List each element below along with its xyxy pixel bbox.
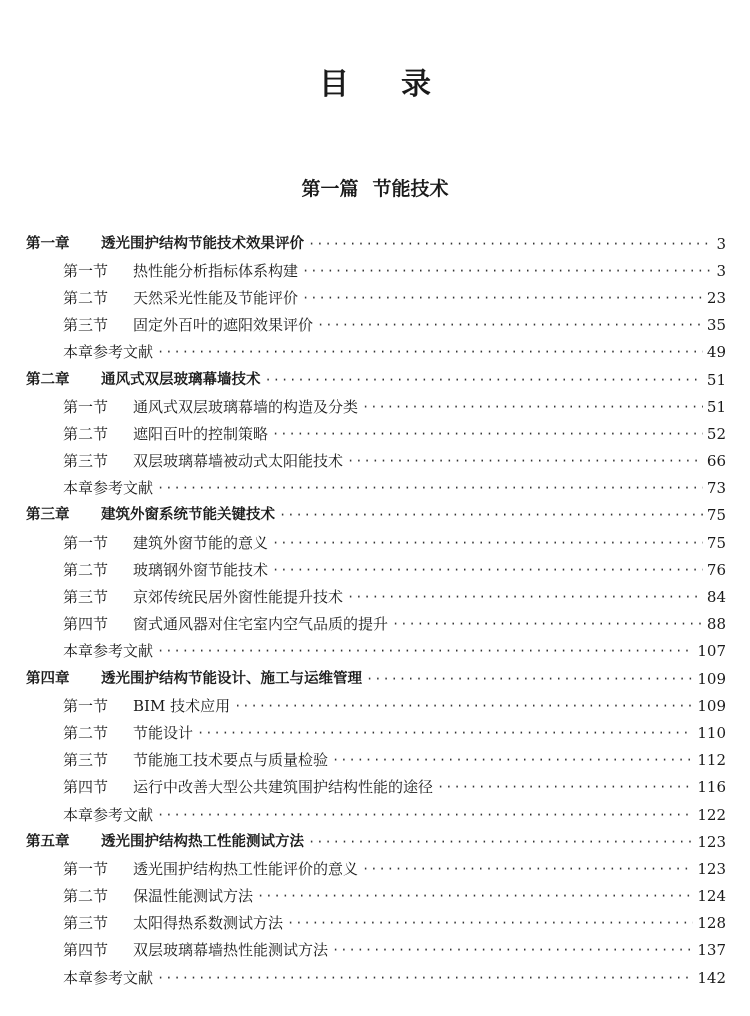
toc-entry-number: 第五章 <box>26 833 70 850</box>
toc-entry-title: 透光围护结构节能技术效果评价 <box>101 235 304 252</box>
toc-page-number: 122 <box>697 805 726 824</box>
toc-section-entry[interactable] <box>0 339 750 366</box>
toc-entry-title: 本章参考文献 <box>63 805 154 824</box>
toc-section-entry[interactable] <box>0 611 750 638</box>
toc-entry-number: 第一章 <box>26 235 70 252</box>
toc-section-entry[interactable] <box>0 855 750 882</box>
toc-page-number: 128 <box>697 914 726 933</box>
toc-entry-title: 本章参考文献 <box>63 642 154 661</box>
dot-leader <box>302 288 703 308</box>
toc-entry-title: 固定外百叶的遮阳效果评价 <box>133 316 314 335</box>
toc-section-entry[interactable] <box>0 393 750 420</box>
dot-leader <box>308 234 712 254</box>
toc-section-entry[interactable] <box>0 774 750 801</box>
toc-entry-title: 透光围护结构热工性能评价的意义 <box>133 859 359 878</box>
toc-section-entry[interactable] <box>0 638 750 665</box>
toc-entry-number: 第二节 <box>63 723 109 742</box>
toc-entry-number: 第三节 <box>63 452 109 471</box>
toc-entry-title: 透光围护结构节能设计、施工与运维管理 <box>101 670 362 687</box>
toc-entry-number: 第四节 <box>63 941 109 960</box>
toc-page-number: 88 <box>706 615 726 634</box>
toc-entry-number: 第三节 <box>63 588 109 607</box>
toc-page-number: 52 <box>706 424 726 443</box>
toc-entry-number: 第二章 <box>26 371 70 388</box>
toc-section-entry[interactable] <box>0 475 750 502</box>
toc-entry-number: 第二节 <box>63 424 109 443</box>
toc-section-entry[interactable] <box>0 964 750 991</box>
dot-leader <box>308 832 693 852</box>
toc-page-number: 76 <box>706 560 726 579</box>
toc-entry-title: 节能施工技术要点与质量检验 <box>133 751 329 770</box>
dot-leader <box>332 750 693 770</box>
toc-section-entry[interactable] <box>0 937 750 964</box>
toc-entry-number: 第三章 <box>26 507 70 524</box>
toc-section-entry[interactable] <box>0 883 750 910</box>
toc-entry-title: 本章参考文献 <box>63 479 154 498</box>
dot-leader <box>437 777 693 797</box>
toc-section-entry[interactable] <box>0 801 750 828</box>
toc-page-number: 51 <box>706 397 726 416</box>
toc-entry-title: 热性能分析指标体系构建 <box>133 261 299 280</box>
toc-entry-title: 建筑外窗系统节能关键技术 <box>101 507 275 524</box>
dot-leader <box>347 451 703 471</box>
dot-leader <box>392 614 703 634</box>
toc-entry-title: 太阳得热系数测试方法 <box>133 914 284 933</box>
toc-entry-title: BIM 技术应用 <box>133 696 231 715</box>
toc-entry-title: 保温性能测试方法 <box>133 887 254 906</box>
dot-leader <box>317 315 703 335</box>
toc-section-entry[interactable] <box>0 747 750 774</box>
toc-page-number: 84 <box>706 588 726 607</box>
dot-leader <box>362 397 703 417</box>
toc-entry-title: 通风式双层玻璃幕墙的构造及分类 <box>133 397 359 416</box>
toc-entry-title: 透光围护结构热工性能测试方法 <box>101 833 304 850</box>
toc-page-number: 66 <box>706 452 726 471</box>
toc-section-entry[interactable] <box>0 529 750 556</box>
toc-chapter-entry[interactable] <box>0 665 750 692</box>
toc-chapter-entry[interactable] <box>0 502 750 529</box>
toc-page-number: 109 <box>697 669 726 688</box>
toc-page-number: 123 <box>697 859 726 878</box>
toc-entry-number: 第二节 <box>63 560 109 579</box>
toc-entry-number: 第一节 <box>63 696 109 715</box>
toc-page-number: 51 <box>706 370 726 389</box>
dot-leader <box>302 261 712 281</box>
toc-section-entry[interactable] <box>0 420 750 447</box>
part-heading <box>0 175 750 203</box>
toc-page-number: 109 <box>697 696 726 715</box>
toc-chapter-entry[interactable] <box>0 828 750 855</box>
dot-leader <box>332 940 693 960</box>
toc-page-number: 112 <box>697 751 726 770</box>
toc-page-number: 75 <box>706 533 726 552</box>
toc-entry-number: 第一节 <box>63 859 109 878</box>
dot-leader <box>272 533 703 553</box>
dot-leader <box>157 968 693 988</box>
dot-leader <box>157 641 693 661</box>
dot-leader <box>362 859 693 879</box>
toc-entry-title: 本章参考文献 <box>63 968 154 987</box>
part-label: 第一篇 <box>301 178 359 200</box>
toc-page-number: 3 <box>716 261 726 280</box>
toc-entry-title: 节能设计 <box>133 723 194 742</box>
dot-leader <box>257 886 693 906</box>
toc-entry-number: 第三节 <box>63 751 109 770</box>
toc-section-entry[interactable] <box>0 257 750 284</box>
toc-page-number: 75 <box>706 506 726 525</box>
toc-entry-title: 双层玻璃幕墙被动式太阳能技术 <box>133 452 344 471</box>
dot-leader <box>272 424 703 444</box>
toc-page-number: 23 <box>706 288 726 307</box>
toc-entry-number: 第三节 <box>63 914 109 933</box>
dot-leader <box>279 505 703 525</box>
toc-entry-title: 通风式双层玻璃幕墙技术 <box>101 371 261 388</box>
dot-leader <box>234 696 693 716</box>
part-name: 节能技术 <box>372 178 449 200</box>
toc-entry-title: 天然采光性能及节能评价 <box>133 288 299 307</box>
dot-leader <box>347 587 703 607</box>
toc-section-entry[interactable] <box>0 719 750 746</box>
dot-leader <box>272 560 703 580</box>
dot-leader <box>287 913 693 933</box>
toc-entry-number: 第一节 <box>63 533 109 552</box>
toc-entry-title: 玻璃钢外窗节能技术 <box>133 560 269 579</box>
toc-entry-number: 第一节 <box>63 261 109 280</box>
page-title: 目录 <box>319 67 483 103</box>
toc-page-number: 124 <box>697 887 726 906</box>
toc-entry-title: 京郊传统民居外窗性能提升技术 <box>133 588 344 607</box>
toc-entry-title: 建筑外窗节能的意义 <box>133 533 269 552</box>
toc-section-entry[interactable] <box>0 583 750 610</box>
toc-page-number: 123 <box>697 832 726 851</box>
toc-section-entry[interactable] <box>0 556 750 583</box>
toc-chapter-entry[interactable] <box>0 366 750 393</box>
toc-page-number: 35 <box>706 316 726 335</box>
toc-page-number: 116 <box>697 778 726 797</box>
toc-page-number: 3 <box>716 234 726 253</box>
toc-section-entry[interactable] <box>0 692 750 719</box>
dot-leader <box>157 805 693 825</box>
toc-page-number: 110 <box>697 723 726 742</box>
toc-entry-title: 本章参考文献 <box>63 343 154 362</box>
toc-page-number: 49 <box>706 343 726 362</box>
toc-entry-number: 第四章 <box>26 670 70 687</box>
dot-leader <box>197 723 693 743</box>
toc-page-number: 73 <box>706 479 726 498</box>
toc-entry-title: 遮阳百叶的控制策略 <box>133 424 269 443</box>
toc-entry-number: 第二节 <box>63 887 109 906</box>
dot-leader <box>157 342 703 362</box>
dot-leader <box>366 669 693 689</box>
toc-page-number: 107 <box>697 642 726 661</box>
table-of-contents <box>0 230 750 991</box>
toc-entry-number: 第四节 <box>63 615 109 634</box>
toc-page-number: 142 <box>697 968 726 987</box>
toc-entry-number: 第一节 <box>63 397 109 416</box>
toc-entry-title: 窗式通风器对住宅室内空气品质的提升 <box>133 615 389 634</box>
toc-entry-number: 第四节 <box>63 778 109 797</box>
toc-section-entry[interactable] <box>0 910 750 937</box>
toc-entry-number: 第三节 <box>63 316 109 335</box>
toc-section-entry[interactable] <box>0 312 750 339</box>
dot-leader <box>265 370 703 390</box>
dot-leader <box>157 478 703 498</box>
toc-entry-title: 运行中改善大型公共建筑围护结构性能的途径 <box>133 778 434 797</box>
toc-section-entry[interactable] <box>0 448 750 475</box>
toc-section-entry[interactable] <box>0 284 750 311</box>
toc-chapter-entry[interactable] <box>0 230 750 257</box>
toc-entry-number: 第二节 <box>63 288 109 307</box>
toc-entry-title: 双层玻璃幕墙热性能测试方法 <box>133 941 329 960</box>
toc-page-number: 137 <box>697 941 726 960</box>
